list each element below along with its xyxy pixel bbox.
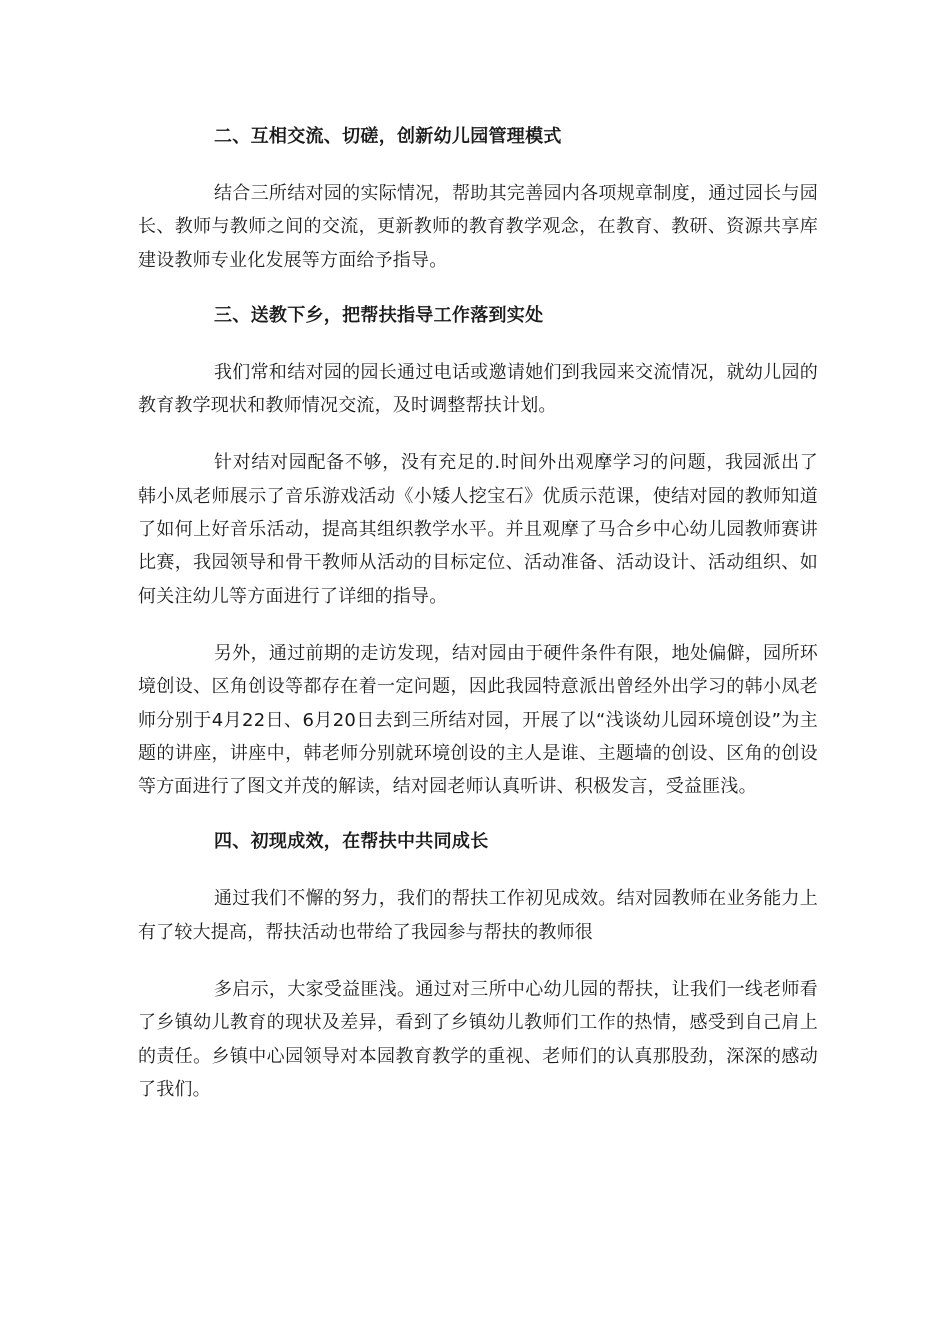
paragraph-results: 通过我们不懈的努力，我们的帮扶工作初见成效。结对园教师在业务能力上有了较大提高，帮扶活动也带给了我园参与帮扶的教师很 [138,888,818,943]
document-page [138,120,818,1106]
paragraph-demonstration-class: 针对结对园配备不够，没有充足的.时间外出观摩学习的问题，我园派出了韩小凤老师展示了音乐游戏活动《小矮人挖宝石》优质示范课，使结对园的教师知道了如何上好音乐活动，提高其组织教学水平。并且观摩了马合乡中心幼儿园教师赛讲比赛，我园领导和骨干教师从活动的目标定位、活动准备、活动设计、活动组织、如何关注幼儿等方面进行了详细的指导。 [138,452,818,607]
section-heading-3: 三、送教下乡，把帮扶指导工作落到实处 [214,304,544,326]
paragraph-management-exchange: 结合三所结对园的实际情况，帮助其完善园内各项规章制度，通过园长与园长、教师与教师之间的交流，更新教师的教育教学观念，在教育、教研、资源共享库建设教师专业化发展等方面给予指导。 [138,183,818,271]
paragraph-environment-lecture: 另外，通过前期的走访发现，结对园由于硬件条件有限，地处偏僻，园所环境创设、区角创设等都存在着一定问题，因此我园特意派出曾经外出学习的韩小凤老师分别于4月22日、6月20日去到三所结对园，开展了以“浅谈幼儿园环境创设”为主题的讲座，讲座中，韩老师分别就环境创设的主人是谁、主题墙的创设、区角的创设等方面进行了图文并茂的解读，结对园老师认真听讲、积极发言，受益匪浅。 [138,642,818,798]
paragraph-inspiration: 多启示，大家受益匪浅。通过对三所中心幼儿园的帮扶，让我们一线老师看了乡镇幼儿教育的现状及差异，看到了乡镇幼儿教师们工作的热情，感受到自己肩上的责任。乡镇中心园领导对本园教育教学的重视、老师们的认真那股劲，深深的感动了我们。 [138,979,818,1100]
section-heading-4: 四、初现成效，在帮扶中共同成长 [214,831,489,853]
paragraph-communication: 我们常和结对园的园长通过电话或邀请她们到我园来交流情况，就幼儿园的教育教学现状和教师情况交流，及时调整帮扶计划。 [138,361,818,417]
section-heading-2: 二、互相交流、切磋，创新幼儿园管理模式 [214,126,562,147]
